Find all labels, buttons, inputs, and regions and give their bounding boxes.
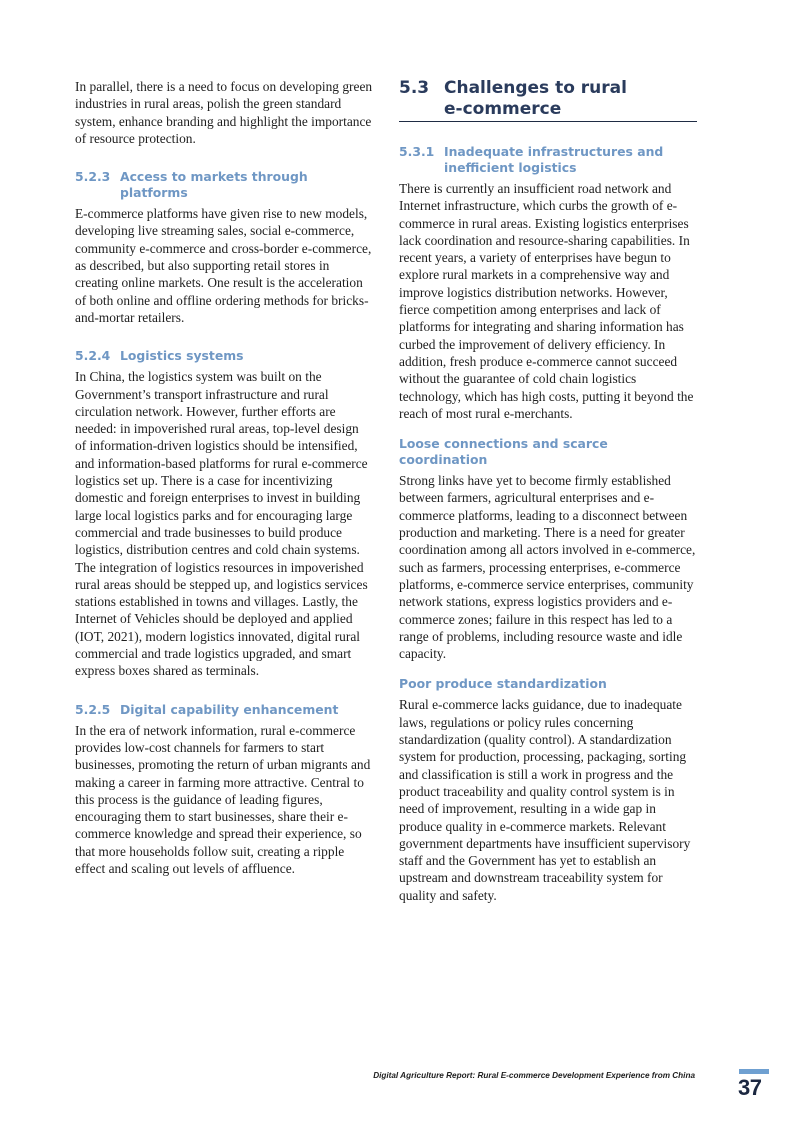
paragraph-poor-standardization: Rural e-commerce lacks guidance, due to inadequate laws, regulations or policy rules concerning standardization (quality control). A standardization system for production, processing, packaging, sorting and classification is still a work in progress and the product traceability and quality control system is in need of improvement, resulting in a wide gap in produce quality in e-commerce markets. Relevant government departments have insufficient supervisory staff and the Government has yet to establish an upstream and downstream traceability system for quality and safety.: [399, 697, 691, 903]
heading-title: Digital capability enhancement: [120, 701, 339, 717]
heading-title: Logistics systems: [120, 348, 244, 364]
right-column: [399, 78, 697, 904]
heading-number: 5.2.5: [75, 701, 111, 717]
paragraph-5-2-5: In the era of network information, rural e-commerce provides low-cost channels for farmers to start businesses, promoting the return of urban migrants and making a career in farming more attractive. Central to this process is the guidance of leading figures, encouraging them to start businesses, share their e-commerce knowledge and spread their experience, so that more households follow suit, creating a ripple effect and scaling out levels of affluence.: [75, 722, 371, 876]
intro-paragraph: In parallel, there is a need to focus on developing green industries in rural areas, polish the green standard system, enhance branding and highlight the importance of resource protection.: [75, 79, 373, 146]
heading-number: 5.2.4: [75, 348, 111, 364]
section-title: [444, 78, 627, 119]
section-number: 5.3: [399, 78, 430, 98]
heading-title: [444, 144, 663, 176]
heading-title: Access to markets through platforms: [120, 169, 308, 201]
paragraph-5-2-3: E-commerce platforms have given rise to new models, developing live streaming sales, social e-commerce, community e-commerce and cross-border e-commerce, as described, but also supporting retail stores in creating online markets. One result is the acceleration of both online and offline ordering methods for bricks-and-mortar retailers.: [75, 206, 372, 325]
heading-number: 5.3.1: [399, 144, 435, 159]
heading-5-2-3: [75, 169, 373, 201]
footer-caption: Digital Agriculture Report: Rural E-commerce Development Experience from China: [373, 1071, 695, 1080]
footer-accent-bar: [739, 1069, 769, 1074]
heading-title-line2: inefficient logistics: [444, 160, 577, 175]
heading-5-3-1: [399, 144, 697, 176]
heading-number: 5.2.3: [75, 169, 111, 185]
section-heading-5-3: [399, 78, 697, 122]
page-number: 37: [738, 1075, 762, 1100]
paragraph-5-3-1: There is currently an insufficient road network and Internet infrastructure, which curbs the growth of e-commerce in rural areas. Existing logistics enterprises lack coordination and resource-sharing capabilities. In recent years, a variety of enterprises have begun to explore rural markets in a comprehensive way and improve logistics distribution networks. However, fierce competition among enterprises and lack of platforms for integrating and sharing information has curbed the improvement of delivery efficiency. In addition, fresh produce e-commerce cannot succeed without the guarantee of cold chain logistics technology, which has high costs, putting it beyond the reach of most rural e-merchants.: [399, 181, 694, 421]
section-title-line2: e-commerce: [444, 98, 562, 119]
section-title-line1: Challenges to rural: [444, 78, 627, 98]
heading-5-2-5: [75, 702, 373, 718]
paragraph-loose-connections: Strong links have yet to become firmly established between farmers, agricultural enterprises and e-commerce platforms, leading to a disconnect between production and marketing. There is a need for greater coordination among all actors involved in e-commerce, such as farmers, processing enterprises, e-commerce platforms, e-commerce service enterprises, community network stations, express logistics providers and e-commerce zones; failure in this respect has led to a range of problems, including resource waste and idle capacity.: [399, 473, 696, 662]
heading-title-line1: Inadequate infrastructures and: [444, 144, 664, 159]
left-column: [75, 78, 373, 877]
heading-poor-standardization: Poor produce standardization: [399, 676, 607, 692]
heading-5-2-4: [75, 348, 373, 364]
paragraph-5-2-4: In China, the logistics system was built on the Government’s transport infrastructure and rural circulation network. However, further efforts are needed: in impoverished rural areas, top-level design of information-driven logistics should be intensified, and information-based platforms for rural e-commerce logistics set up. There is a case for incentivizing domestic and foreign enterprises to invest in building large local logistics parks and for encouraging large commercial and trade businesses to build produce logistics, distribution centres and cold chain systems. The integration of logistics resources in impoverished rural areas should be stepped up, and logistics services stations established in towns and villages. Lastly, the Internet of Vehicles should be deployed and applied (IOT, 2021), modern logistics innovated, digital rural commercial and trade logistics upgraded, and smart express boxes shared as terminals.: [75, 369, 368, 679]
heading-loose-connections: Loose connections and scarce coordination: [399, 436, 608, 468]
